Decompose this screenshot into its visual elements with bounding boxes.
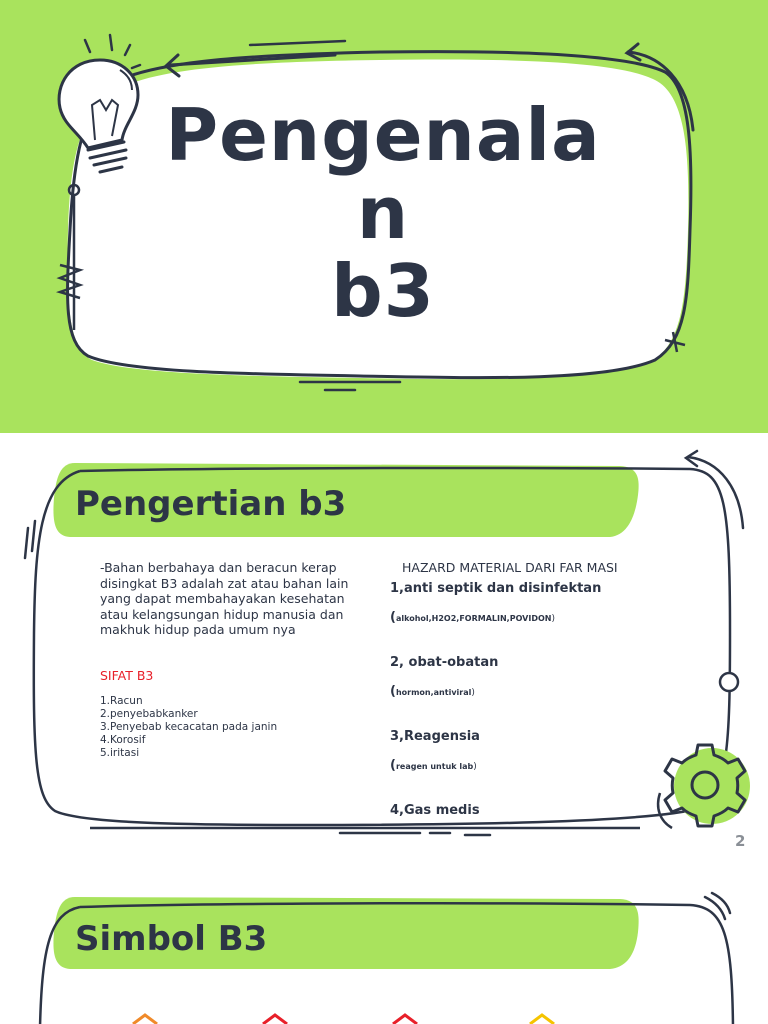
hazard-item-note bbox=[390, 680, 690, 728]
note-text: hormon,antiviral bbox=[395, 688, 472, 697]
paren-open: ( bbox=[390, 684, 396, 699]
section-title: Pengertian b3 bbox=[75, 484, 347, 524]
list-item: 1.Racun bbox=[100, 695, 143, 707]
title-line-3: b3 bbox=[331, 249, 435, 333]
list-item: 5.iritasi bbox=[100, 747, 140, 759]
list-item: 4.Korosif bbox=[100, 734, 146, 746]
hazard-column bbox=[390, 560, 690, 828]
note-text: reagen untuk lab bbox=[395, 762, 474, 771]
paren-close: ) bbox=[473, 762, 477, 772]
hazard-heading: HAZARD MATERIAL DARI FAR MASI bbox=[402, 560, 618, 575]
hazard-item-note bbox=[390, 754, 690, 802]
title-line-2: n bbox=[356, 171, 410, 255]
hazard-item-title: 2, obat-obatan bbox=[390, 655, 499, 670]
properties-list bbox=[100, 695, 277, 760]
hazard-item-title: 3,Reagensia bbox=[390, 729, 480, 744]
list-item bbox=[390, 728, 690, 802]
section-title: Simbol B3 bbox=[75, 919, 268, 959]
list-item bbox=[390, 802, 690, 828]
paren-open: ( bbox=[390, 610, 396, 625]
hazard-item-title: 1,anti septik dan disinfektan bbox=[390, 581, 602, 596]
list-item bbox=[390, 654, 690, 728]
symbols-slide bbox=[0, 857, 768, 1024]
note-text: alkohol,H2O2,FORMALIN,POVIDON bbox=[395, 614, 552, 623]
paren-close: ) bbox=[471, 688, 475, 698]
properties-heading: SIFAT B3 bbox=[100, 668, 154, 683]
presentation-title bbox=[150, 93, 616, 333]
definition-slide bbox=[0, 433, 768, 857]
title-line-1: Pengenala bbox=[165, 93, 601, 177]
definition-text: -Bahan berbahaya dan beracun kerap disingkat B3 adalah zat atau bahan lain yang dapat membahayakan kesehatan atau kelangsungan hidup manusia dan makhuk hidup pada umum nya bbox=[100, 560, 349, 637]
paren-open: ( bbox=[390, 758, 396, 773]
hazard-symbols-row bbox=[133, 1015, 554, 1024]
list-item: 3.Penyebab kecacatan pada janin bbox=[100, 721, 278, 733]
hazard-item-note bbox=[390, 606, 690, 654]
hazard-list bbox=[390, 580, 690, 828]
title-slide bbox=[0, 0, 768, 433]
list-item: 2.penyebabkanker bbox=[100, 708, 198, 720]
hazard-item-title: 4,Gas medis bbox=[390, 803, 480, 818]
paren-close: ) bbox=[551, 614, 555, 624]
page-number: 2 bbox=[735, 832, 746, 850]
list-item bbox=[390, 580, 690, 654]
